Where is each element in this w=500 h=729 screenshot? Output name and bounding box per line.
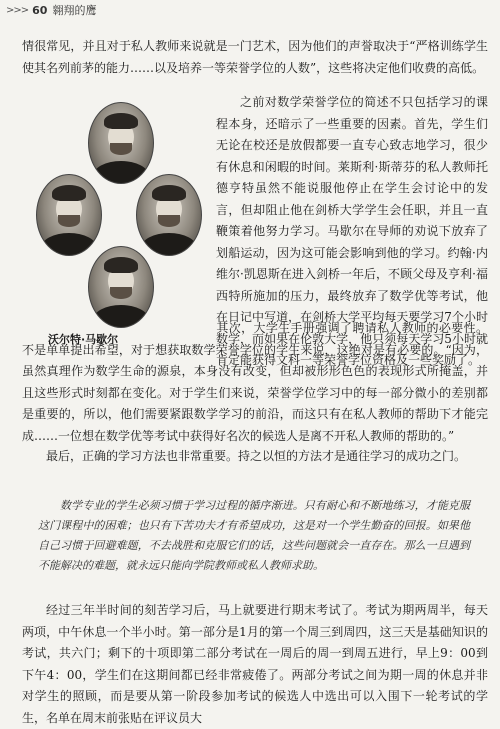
paragraph-2: 之前对数学荣誉学位的简述不只包括学习的课程本身，还暗示了一些重要的因素。首先，学生们无论在校还是放假都要一直专心致志地学习，很少有休息和闲暇的时间。莱斯利·斯蒂芬的私人教师托德亨特虽然不能说服他停止在学生会讨论中的发言，但却阻止他在剑桥大学学生会任职，并且一直鞭策着他努力学习。马歇尔在导师的劝说下放弃了划船运动，因为这可能会影响到他的学习。约翰·内维尔·凯恩斯在进入剑桥一年后，不顾父母及亨利·福西特所施加的压力，最终放弃了数学优等考试，他在日记中写道，在剑桥大学平均每天要学习7个小时数学，而如果在伦敦大学，他只须每天学习5小时就肯定能获得文科一等荣誉学位资格及一些奖励了。 (216, 95, 488, 367)
portrait-image-right (136, 174, 202, 256)
portrait-photo-group (36, 102, 202, 330)
portrait-image-bottom (88, 246, 154, 328)
portrait-image-left (36, 174, 102, 256)
running-header (0, 0, 500, 20)
paragraph-1: 情很常见，并且对于私人教师来说就是一门艺术，因为他们的声誉取决于“严格训练学生使其名列前茅的能力……以及培养一等荣誉学位的人数”，这些将决定他们收费的高低。 (22, 39, 488, 75)
paragraph-4: 最后，正确的学习方法也非常重要。持之以恒的方法才是通往学习的成功之门。 (46, 449, 467, 463)
photo-caption: 沃尔特·马歇尔 (48, 333, 119, 346)
paragraph-3 (22, 318, 488, 447)
block-quote: 数学专业的学生必须习惯于学习过程的循序渐进。只有耐心和不断地练习，才能克服这门课程中的困难；也只有下苦功夫才有希望成功，这是对一个学生勤奋的回报。如果他自己习惯于回避难题，不去战胜和克服它们的话，这些问题就会一直存在。那么一旦遇到不能解决的难题，就永远只能向学院教师或私人教师求助。 (38, 499, 470, 572)
paragraph-3-text: 其次，大学生手册强调了聘请私人教师的必要性。不是单单提出希望，对于想获取数学荣誉学位的学生来说，这绝对是有必要的。“因为，虽然真理作为数学生命的源泉，本身没有改变，但却被形形色色的表现形式所掩盖，并且这些形式时刻都在变化。对于学生们来说，荣誉学位学习中的每一部分微小的差别都是重要的，所以，他们需要紧跟数学学习的前沿，而这只有在私人教师的帮助下才能完成……一位想在数学优等考试中获得好名次的候选人是离不开私人教师的帮助的。” (22, 321, 488, 443)
page-number: 60 (32, 3, 48, 17)
paragraph-5: 经过三年半时间的刻苦学习后，马上就要进行期末考试了。考试为期两周半，每天两项，中午休息一个半小时。第一部分是1月的第一个周三到周四，这三天是基础知识的考试，共六门；剩下的十项即第二部分考试在一周后的周一到周五进行，早上9：00到下午4：00，学生们在这期间都已经非常疲倦了。两部分考试之间为期一周的休息并非对学生的照顾，而是要从第一阶段参加考试的候选人中选出可以入围下一轮考试的学生，名单在周末前张贴在评议员大 (22, 603, 488, 725)
portrait-image-top (88, 102, 154, 184)
header-arrows: >>> (6, 4, 29, 16)
book-title: 翱翔的鹰 (52, 4, 97, 17)
